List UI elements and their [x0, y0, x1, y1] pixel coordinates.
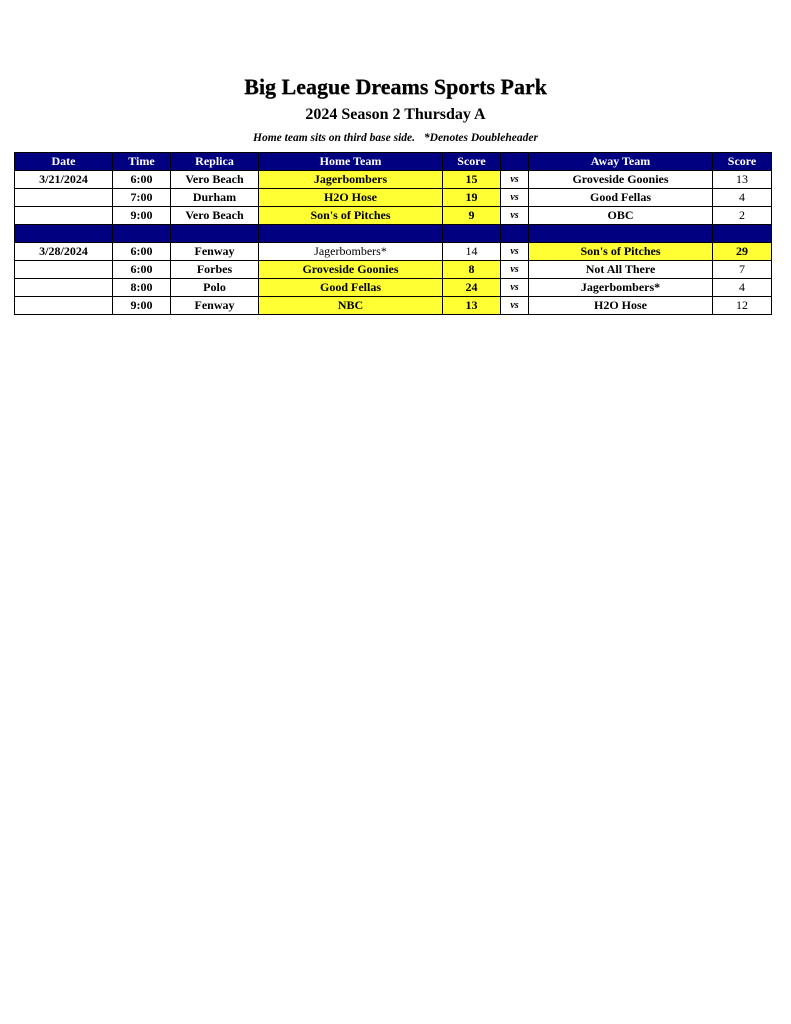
- game-replica: Vero Beach: [171, 207, 259, 225]
- home-score: 9: [443, 207, 501, 225]
- game-date: [15, 207, 113, 225]
- table-row: [15, 171, 772, 189]
- vs-label: vs: [501, 171, 529, 189]
- game-time: 7:00: [113, 189, 171, 207]
- game-time: 9:00: [113, 297, 171, 315]
- away-score: 4: [713, 189, 772, 207]
- away-team: Not All There: [529, 261, 713, 279]
- game-date: 3/21/2024: [15, 171, 113, 189]
- home-score: 24: [443, 279, 501, 297]
- game-replica: Polo: [171, 279, 259, 297]
- separator-cell: [501, 225, 529, 243]
- vs-label: vs: [501, 243, 529, 261]
- column-header-home-score: Score: [443, 153, 501, 171]
- separator-cell: [171, 225, 259, 243]
- separator-cell: [529, 225, 713, 243]
- home-score: 15: [443, 171, 501, 189]
- home-score: 8: [443, 261, 501, 279]
- home-team: Jagerbombers: [259, 171, 443, 189]
- column-header-home-team: Home Team: [259, 153, 443, 171]
- game-date: 3/28/2024: [15, 243, 113, 261]
- doubleheader-note: *Denotes Doubleheader: [423, 132, 538, 144]
- home-team: Groveside Goonies: [259, 261, 443, 279]
- away-team: Jagerbombers*: [529, 279, 713, 297]
- table-row: [15, 297, 772, 315]
- away-score: 2: [713, 207, 772, 225]
- home-score: 19: [443, 189, 501, 207]
- table-row: [15, 207, 772, 225]
- vs-label: vs: [501, 297, 529, 315]
- game-time: 6:00: [113, 171, 171, 189]
- vs-label: vs: [501, 207, 529, 225]
- page-title: Big League Dreams Sports Park: [244, 74, 547, 99]
- away-score: 13: [713, 171, 772, 189]
- away-team: H2O Hose: [529, 297, 713, 315]
- game-replica: Fenway: [171, 297, 259, 315]
- table-row: [15, 189, 772, 207]
- column-header-replica: Replica: [171, 153, 259, 171]
- table-row: [15, 261, 772, 279]
- away-score: 12: [713, 297, 772, 315]
- home-score: 14: [443, 243, 501, 261]
- table-header-row: [15, 153, 772, 171]
- vs-label: vs: [501, 279, 529, 297]
- vs-label: vs: [501, 261, 529, 279]
- game-date: [15, 189, 113, 207]
- game-replica: Fenway: [171, 243, 259, 261]
- schedule-table: [14, 152, 772, 315]
- home-score: 13: [443, 297, 501, 315]
- away-team: OBC: [529, 207, 713, 225]
- separator-cell: [713, 225, 772, 243]
- game-replica: Durham: [171, 189, 259, 207]
- game-time: 6:00: [113, 243, 171, 261]
- column-header-away-score: Score: [713, 153, 772, 171]
- away-team: Son's of Pitches: [529, 243, 713, 261]
- game-date: [15, 261, 113, 279]
- away-score: 4: [713, 279, 772, 297]
- game-date: [15, 297, 113, 315]
- home-team: NBC: [259, 297, 443, 315]
- home-team-note: Home team sits on third base side.: [253, 132, 416, 144]
- away-score: 7: [713, 261, 772, 279]
- table-row: [15, 243, 772, 261]
- column-header-time: Time: [113, 153, 171, 171]
- week-separator-row: [15, 225, 772, 243]
- game-date: [15, 279, 113, 297]
- game-replica: Vero Beach: [171, 171, 259, 189]
- separator-cell: [443, 225, 501, 243]
- home-team: Good Fellas: [259, 279, 443, 297]
- away-team: Good Fellas: [529, 189, 713, 207]
- game-time: 8:00: [113, 279, 171, 297]
- away-score: 29: [713, 243, 772, 261]
- away-team: Groveside Goonies: [529, 171, 713, 189]
- separator-cell: [113, 225, 171, 243]
- home-team: Son's of Pitches: [259, 207, 443, 225]
- table-row: [15, 279, 772, 297]
- vs-label: vs: [501, 189, 529, 207]
- game-time: 6:00: [113, 261, 171, 279]
- schedule-note: [0, 130, 791, 146]
- home-team: Jagerbombers*: [259, 243, 443, 261]
- schedule-subtitle: 2024 Season 2 Thursday A: [305, 106, 486, 123]
- home-team: H2O Hose: [259, 189, 443, 207]
- column-header-vs: [501, 153, 529, 171]
- separator-cell: [259, 225, 443, 243]
- column-header-away-team: Away Team: [529, 153, 713, 171]
- column-header-date: Date: [15, 153, 113, 171]
- game-time: 9:00: [113, 207, 171, 225]
- separator-cell: [15, 225, 113, 243]
- game-replica: Forbes: [171, 261, 259, 279]
